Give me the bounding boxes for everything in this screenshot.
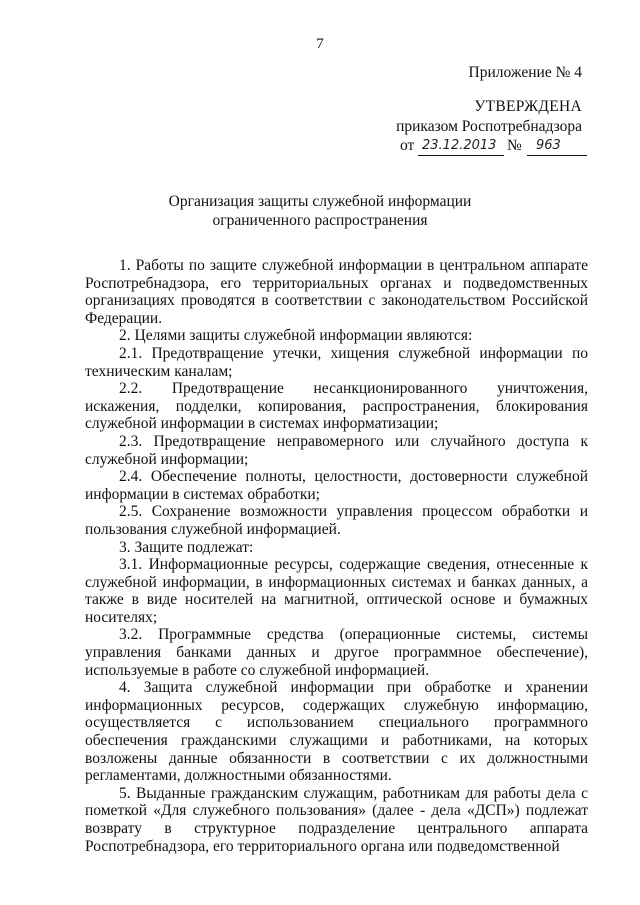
paragraph-5: 5. Выданные гражданским служащим, работникам для работы дела с пометкой «Для служебного пользования» (далее - дела «ДСП») подлежат возврату в структурное подразделение центрального аппарата Роспотребнадзора, его территориального органа или подведомственной (85, 784, 588, 855)
number-label: № (507, 137, 522, 154)
paragraph-3-1: 3.1. Информационные ресурсы, содержащие сведения, отнесенные к служебной информации, в информационных системах и банках данных, а также в виде носителей на магнитной, оптической основе и бумажных носителях; (85, 556, 588, 626)
paragraph-3: 3. Защите подлежат: (119, 538, 254, 556)
order-date-line (400, 137, 588, 159)
paragraph-3-2: 3.2. Программные средства (операционные системы, системы управления банками данных и другое программное обеспечение), используемые в работе со служебной информацией. (85, 626, 588, 679)
paragraph-1: 1. Работы по защите служебной информации в центральном аппарате Роспотребнадзора, его территориальных органах и подведомственных организациях проводятся в соответствии с законодательством Российской Федерации. (85, 257, 588, 327)
document-title (0, 192, 640, 230)
document-body (85, 257, 588, 855)
paragraph-4: 4. Защита служебной информации при обработке и хранении информационных ресурсов, содержащих служебную информацию, осуществляется с использованием специального программного обеспечения гражданскими служащими и работниками, на которых возложены данные обязанности в соответствии с их должностными регламентами, должностными обязанностями. (85, 679, 588, 785)
page-number: 7 (316, 36, 324, 52)
from-label: от (400, 137, 415, 154)
paragraph-2-2: 2.2. Предотвращение несанкционированного уничтожения, искажения, подделки, копирования, распространения, блокирования служебной информации в системах информатизации; (85, 380, 588, 433)
paragraph-2-5: 2.5. Сохранение возможности управления процессом обработки и пользования служебной информацией. (85, 503, 588, 538)
handwritten-date: 23.12.2013 (422, 138, 497, 153)
paragraph-2-1: 2.1. Предотвращение утечки, хищения служебной информации по техническим каналам; (85, 344, 588, 380)
paragraph-2-3: 2.3. Предотвращение неправомерного или случайного доступа к служебной информации; (85, 432, 588, 468)
handwritten-number: 963 (536, 138, 561, 153)
paragraph-2-4: 2.4. Обеспечение полноты, целостности, достоверности служебной информации в системах обработки; (85, 468, 588, 503)
paragraph-2: 2. Целями защиты служебной информации являются: (119, 327, 473, 345)
order-line: приказом Роспотребнадзора (396, 118, 582, 135)
approved-label: УТВЕРЖДЕНА (474, 98, 582, 115)
title-line-1: Организация защиты служебной информации (168, 193, 472, 210)
title-line-2: ограниченного распространения (212, 212, 428, 229)
appendix-label: Приложение № 4 (468, 64, 582, 81)
